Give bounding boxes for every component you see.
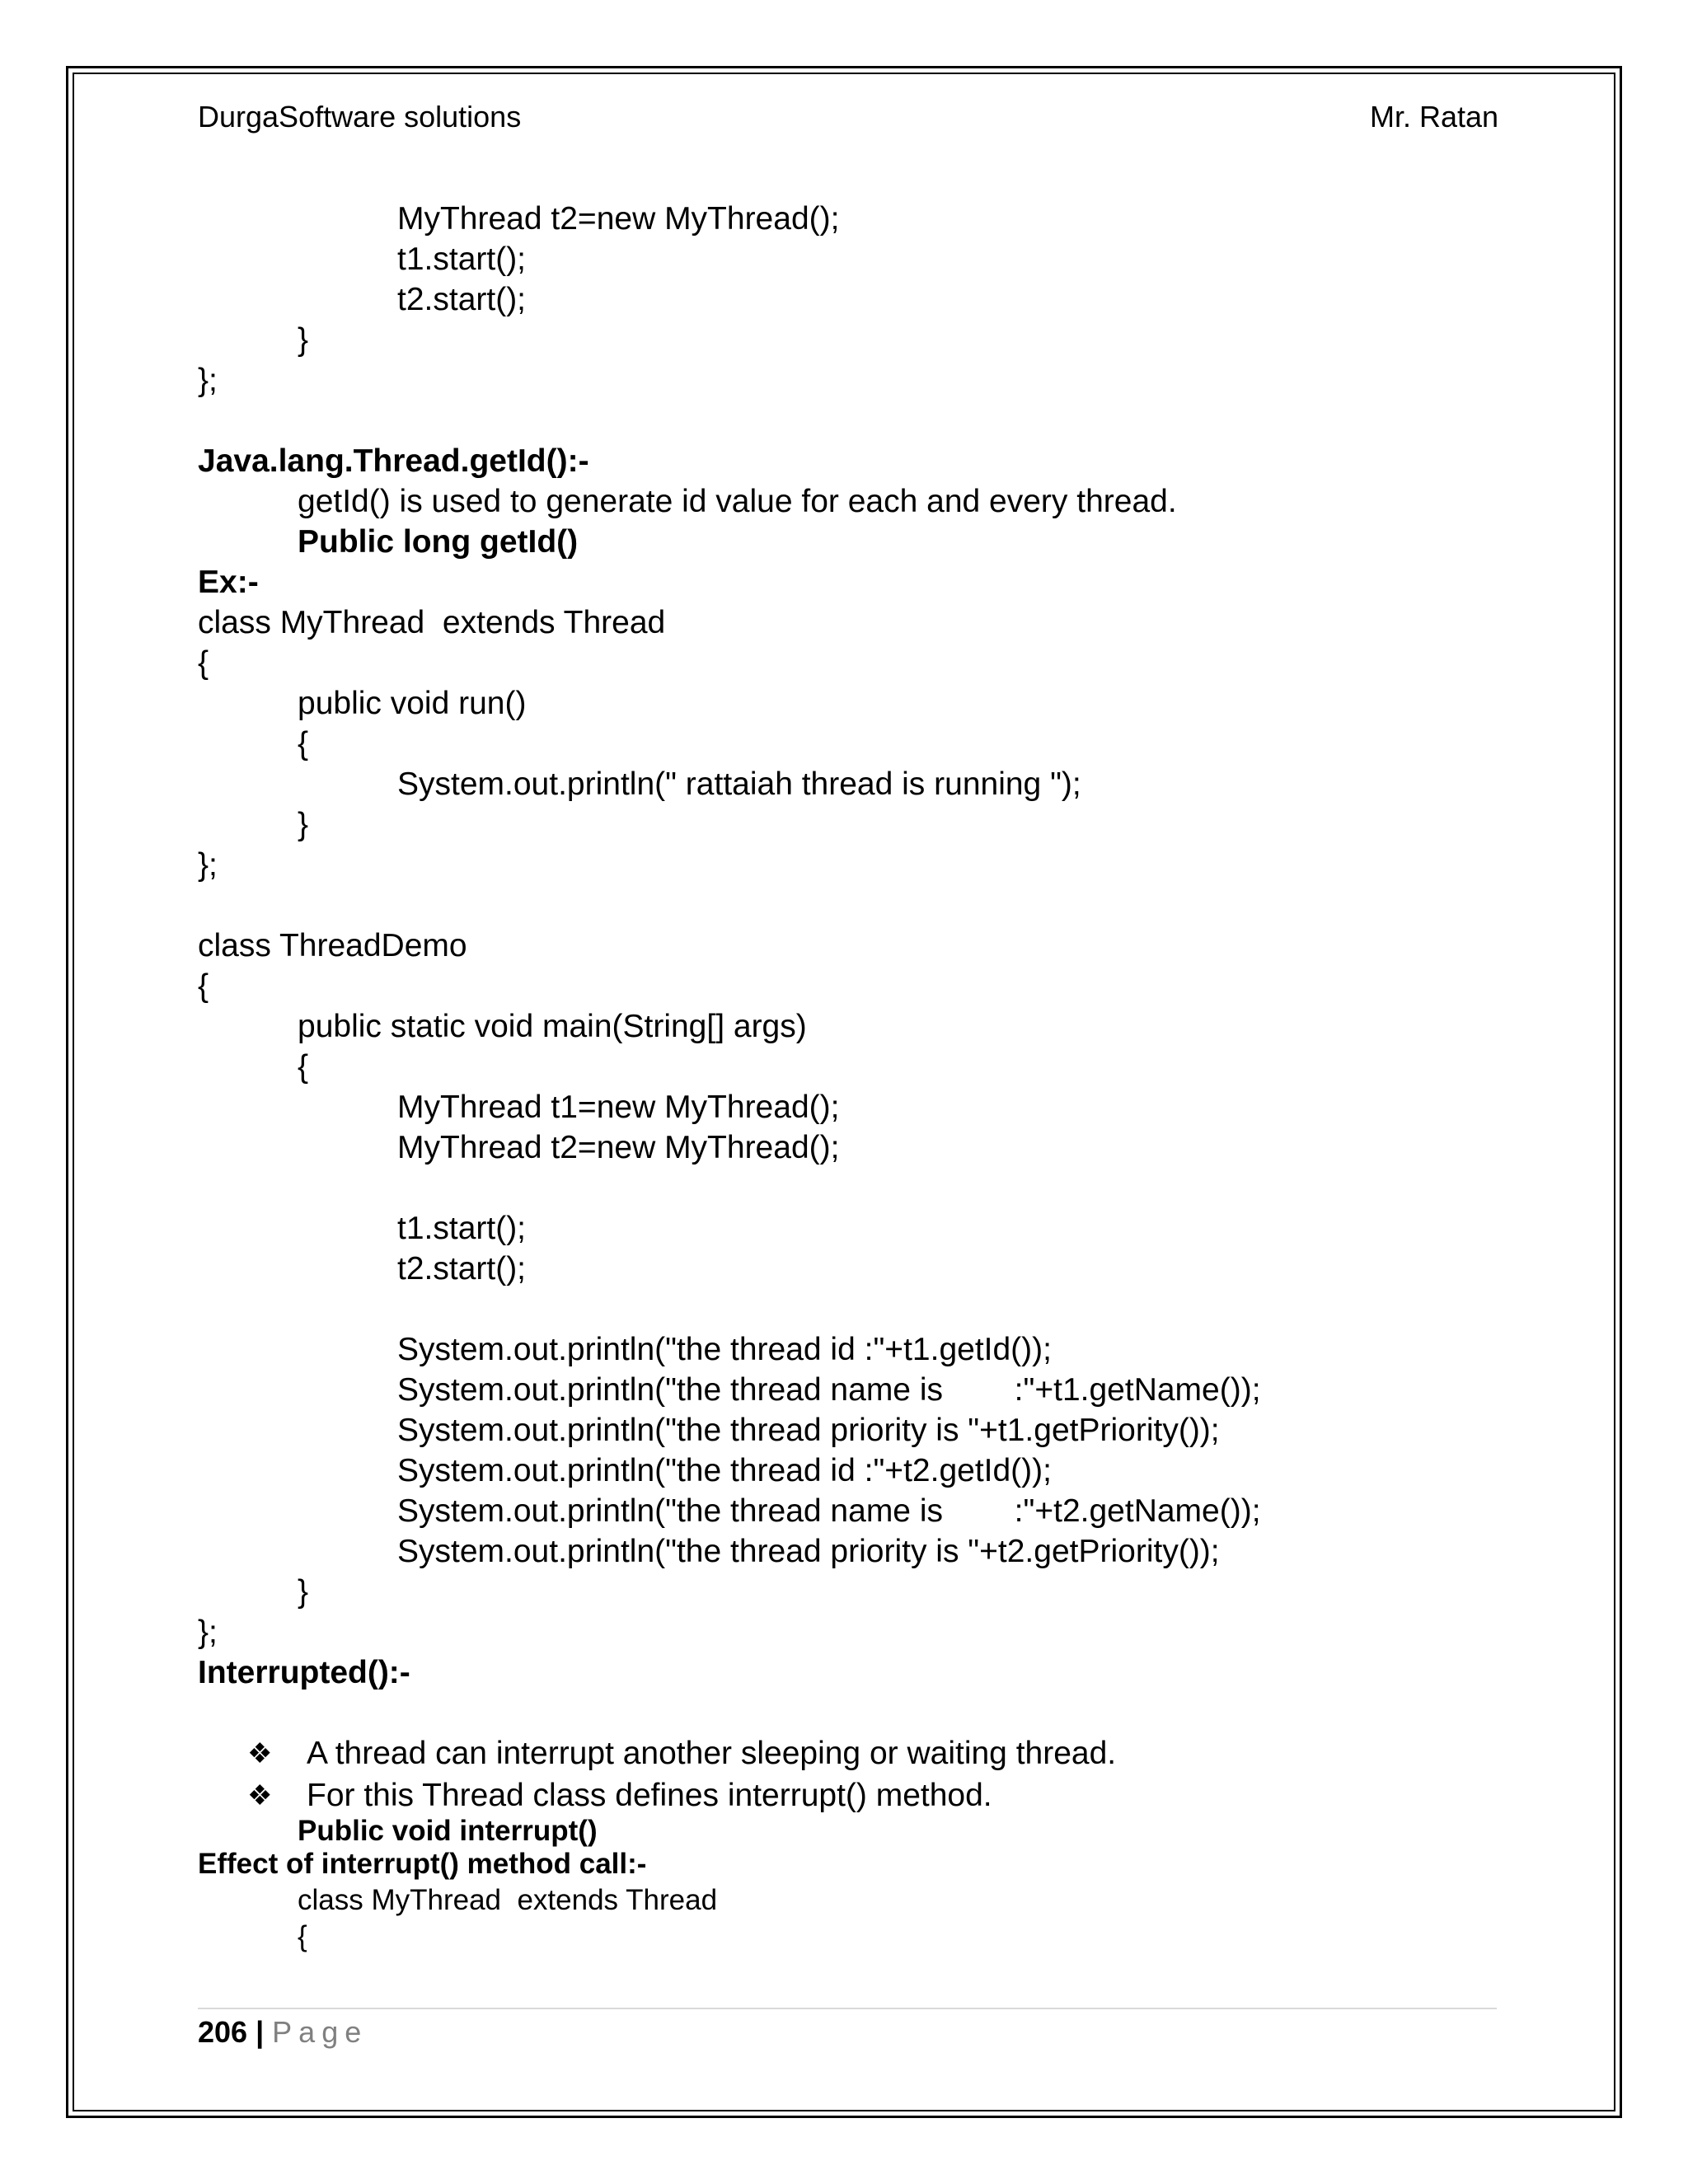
code-line: System.out.println("the thread name is :"+t2.getName()); (397, 1493, 1261, 1529)
page-footer (198, 2013, 368, 2052)
code-line: System.out.println("the thread id :"+t2.getId()); (397, 1453, 1052, 1488)
code-line: { (298, 726, 309, 762)
code-line: public static void main(String[] args) (298, 1009, 807, 1044)
bullet-item (0, 1776, 1688, 1816)
bullet-text: For this Thread class defines interrupt() method. (307, 1778, 992, 1813)
code-line: { (198, 645, 209, 681)
bullet-icon: ❖ (247, 1738, 273, 1769)
header-right: Mr. Ratan (1370, 100, 1499, 134)
footer-separator: | (247, 2015, 273, 2049)
subsection-heading: Effect of interrupt() method call:- (198, 1848, 647, 1880)
code-line: } (298, 322, 309, 358)
code-line: MyThread t2=new MyThread(); (397, 1130, 840, 1165)
bullet-item (0, 1734, 1688, 1774)
body-text: getId() is used to generate id value for each and every thread. (298, 484, 1177, 519)
code-line: { (298, 1920, 307, 1952)
example-label: Ex:- (198, 565, 259, 600)
code-line: System.out.println("the thread name is :"+t1.getName()); (397, 1372, 1261, 1408)
code-line: class MyThread extends Thread (198, 605, 666, 640)
code-line: t1.start(); (397, 241, 527, 277)
method-signature: Public long getId() (298, 524, 579, 560)
code-line: t2.start(); (397, 282, 527, 317)
code-line: { (198, 968, 209, 1004)
code-line: class ThreadDemo (198, 928, 467, 963)
code-line: MyThread t1=new MyThread(); (397, 1090, 840, 1125)
code-line: class MyThread extends Thread (298, 1884, 718, 1916)
code-line: t2.start(); (397, 1251, 527, 1286)
code-line: }; (198, 363, 218, 398)
code-line: System.out.println(" rattaiah thread is running "); (397, 766, 1081, 802)
method-signature: Public void interrupt() (298, 1815, 598, 1847)
header-left: DurgaSoftware solutions (198, 100, 522, 134)
code-line: MyThread t2=new MyThread(); (397, 201, 840, 237)
bullet-text: A thread can interrupt another sleeping or waiting thread. (307, 1736, 1117, 1771)
code-line: }; (198, 847, 218, 883)
code-line: }; (198, 1615, 218, 1650)
code-line: { (298, 1049, 309, 1085)
code-line: System.out.println("the thread id :"+t1.getId()); (397, 1332, 1052, 1367)
code-line: System.out.println("the thread priority is "+t2.getPriority()); (397, 1534, 1220, 1569)
code-line: System.out.println("the thread priority is "+t1.getPriority()); (397, 1413, 1220, 1448)
code-line: t1.start(); (397, 1211, 527, 1246)
code-line: } (298, 1574, 309, 1610)
section-heading: Java.lang.Thread.getId():- (198, 443, 589, 479)
code-line: public void run() (298, 686, 527, 721)
code-line: } (298, 807, 309, 842)
page-word: Page (272, 2015, 368, 2049)
page-number: 206 (198, 2015, 248, 2049)
footer-divider (198, 2008, 1497, 2009)
section-heading: Interrupted():- (198, 1655, 410, 1690)
bullet-icon: ❖ (247, 1780, 273, 1811)
